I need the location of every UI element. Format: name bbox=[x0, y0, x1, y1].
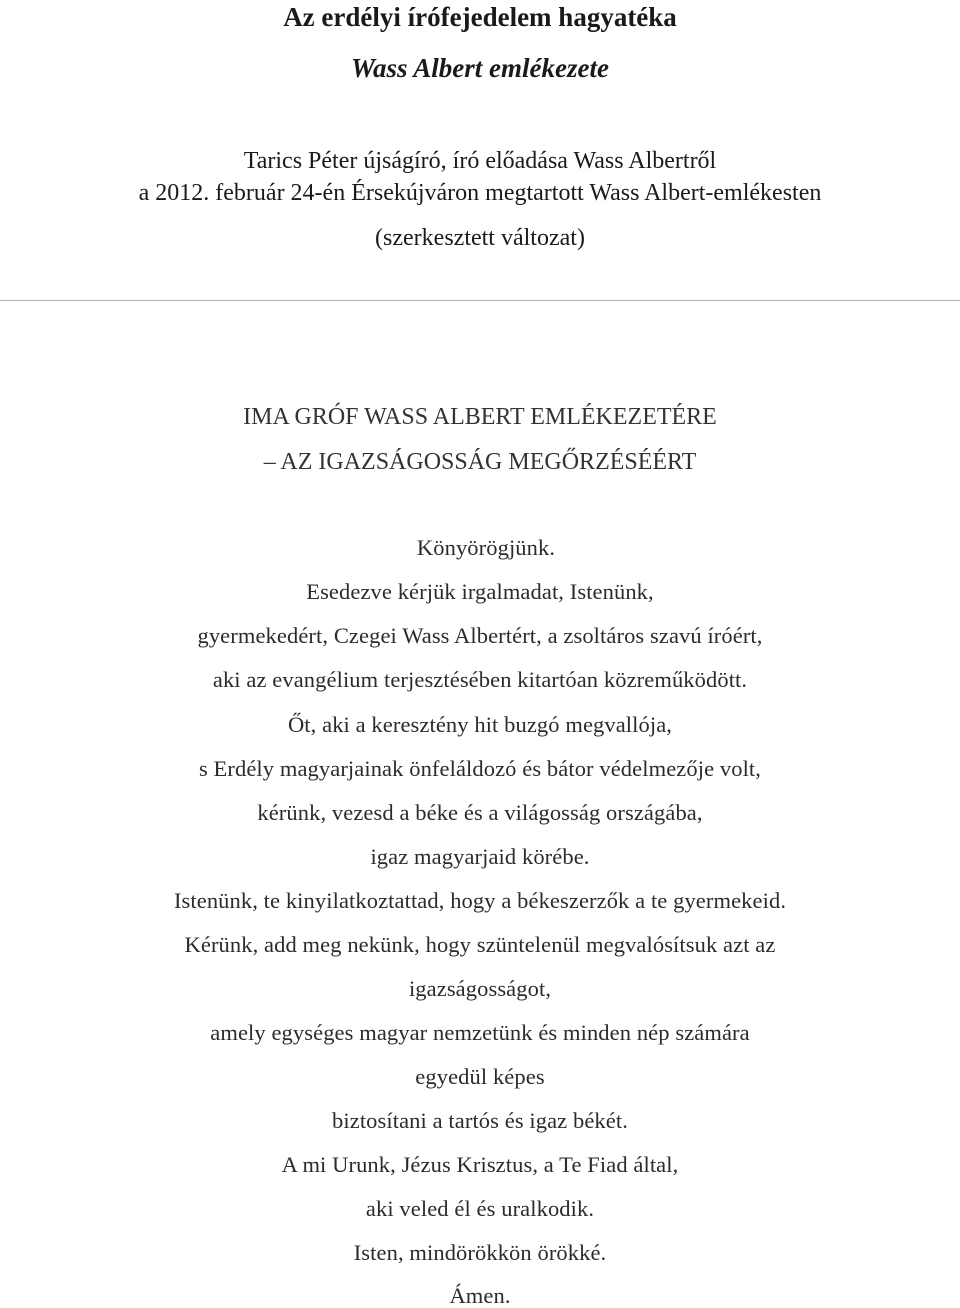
document-subtitle: Wass Albert emlékezete bbox=[351, 53, 609, 83]
prayer-line: egyedül képes bbox=[415, 1064, 545, 1089]
intro-line-3: (szerkesztett változat) bbox=[375, 225, 585, 251]
horizontal-divider bbox=[0, 300, 960, 301]
prayer-line: Kérünk, add meg nekünk, hogy szüntelenül megvalósítsuk azt az bbox=[184, 932, 776, 957]
prayer-line: kérünk, vezesd a béke és a világosság országába, bbox=[257, 800, 703, 825]
prayer-line: s Erdély magyarjainak önfeláldozó és bátor védelmezője volt, bbox=[198, 756, 762, 781]
intro-line-1: Tarics Péter újságíró, író előadása Wass Albertről bbox=[243, 148, 717, 174]
prayer-line: biztosítani a tartós és igaz békét. bbox=[332, 1108, 628, 1133]
prayer-line: aki veled él és uralkodik. bbox=[365, 1196, 595, 1221]
prayer-heading-line-1: IMA GRÓF WASS ALBERT EMLÉKEZETÉRE bbox=[243, 404, 717, 430]
prayer-line: aki az evangélium terjesztésében kitartóan közreműködött. bbox=[212, 667, 748, 692]
prayer-line: Isten, mindörökkön örökké. bbox=[353, 1240, 607, 1265]
prayer-line: Ámen. bbox=[449, 1283, 511, 1308]
prayer-line: amely egységes magyar nemzetünk és minden nép számára bbox=[210, 1020, 750, 1045]
prayer-heading-line-2: – AZ IGAZSÁGOSSÁG MEGŐRZÉSÉÉRT bbox=[263, 449, 697, 475]
prayer-line: Istenünk, te kinyilatkoztattad, hogy a békeszerzők a te gyermekeid. bbox=[173, 888, 787, 913]
document-title: Az erdélyi írófejedelem hagyatéka bbox=[283, 2, 677, 32]
prayer-line: gyermekedért, Czegei Wass Albertért, a zsoltáros szavú íróért, bbox=[197, 623, 763, 648]
intro-line-2: a 2012. február 24-én Érsekújváron megtartott Wass Albert-emlékesten bbox=[138, 180, 822, 206]
prayer-line: Esedezve kérjük irgalmadat, Istenünk, bbox=[306, 579, 654, 604]
prayer-line: igaz magyarjaid körébe. bbox=[370, 844, 590, 869]
prayer-line: Könyörögjünk. bbox=[416, 535, 556, 560]
prayer-line: Őt, aki a keresztény hit buzgó megvallója, bbox=[287, 712, 673, 737]
prayer-line: A mi Urunk, Jézus Krisztus, a Te Fiad által, bbox=[281, 1152, 679, 1177]
prayer-line: igazságosságot, bbox=[408, 976, 552, 1001]
